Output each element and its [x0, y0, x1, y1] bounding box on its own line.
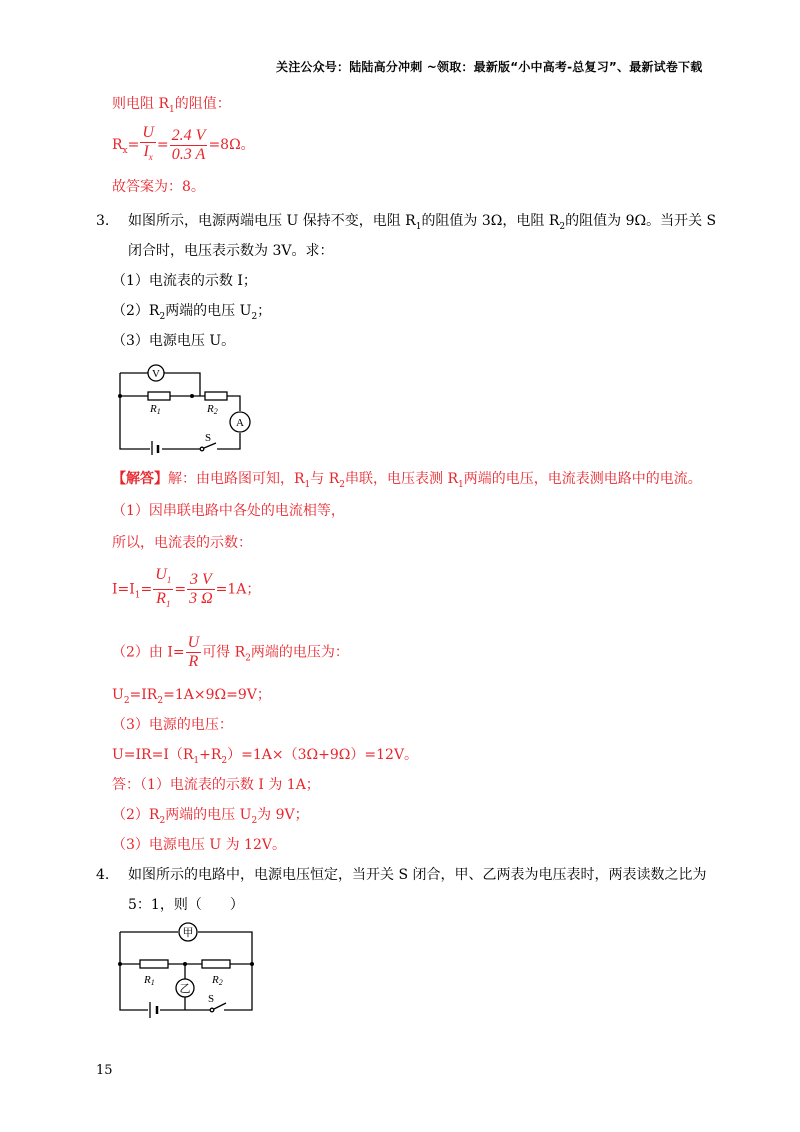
sol3-current-formula: $I=I_1=$ $\frac{U_1}{R_1}$ = $\frac{3 V}{3 \Omega}$ =1A；: [112, 566, 260, 613]
junction-dot: [190, 394, 194, 398]
q3-line1: 如图所示，电源两端电压 U 保持不变，电阻 $R_1$的阻值为 3Ω，电阻 $R_2$的阻值为 9Ω。当开关 S: [128, 213, 717, 232]
prev-answer: 故答案为：8。: [112, 179, 205, 195]
sol3-line11: （3）电源电压 U 为 12V。: [112, 837, 286, 853]
q4-number: 4.: [96, 867, 110, 883]
svg-text:A: A: [236, 417, 244, 429]
resistor-r1-icon: [140, 960, 168, 968]
sol3-line5: （2）由 I= $\frac{U}{R}$ 可得 $R_2$两端的电压为：: [112, 634, 349, 670]
switch-label: S: [205, 432, 212, 444]
q3-number: 3.: [96, 213, 110, 229]
sol3-line7: （3）电源的电压：: [112, 717, 233, 733]
switch-icon: [200, 443, 216, 451]
resistor-r1-icon: [148, 392, 170, 400]
fraction-u-ix: $\frac{U}{I_x}$: [142, 124, 154, 163]
junction-dot: [118, 394, 122, 398]
r1-label: R1: [150, 403, 161, 416]
sol3-line1: 【解答】解：由电路图可知，$R_1$与 $R_2$串联，电压表测 $R_1$两端的电压，电流表测电路中的电流。: [112, 471, 702, 490]
svg-text:乙: 乙: [179, 983, 191, 995]
sol3-line3: 所以，电流表的示数：: [112, 535, 252, 551]
sol3-line9: 答：（1）电流表的示数 I 为 1A；: [112, 777, 320, 793]
q4-line1: 如图所示的电路中，电源电压恒定，当开关 S 闭合，甲、乙两表为电压表时，两表读数之比为: [128, 867, 707, 883]
sol3-line6: $U_2=IR_2=1A\times 9\Omega=9V$；: [112, 687, 271, 706]
svg-text:V: V: [152, 368, 160, 380]
q3-line2: 闭合时，电压表示数为 3V。求：: [128, 243, 334, 259]
q3-sub2: $(2)R_2$两端的电压 $U_2$；: [112, 303, 272, 322]
meter-jia-icon: [179, 923, 197, 941]
prev-rx-formula: $R_x=$ $\frac{U}{I_x}$ = $\frac{2.4 V}{0.3 A}$ =8Ω。: [112, 124, 255, 166]
r1-label: R1: [144, 974, 155, 987]
r2-label: R2: [207, 403, 218, 416]
sol3-line10: $(2)R_2$两端的电压 $U_2$为 9V；: [112, 807, 309, 826]
battery-icon: [152, 441, 158, 455]
q4-circuit-diagram: [112, 920, 262, 1020]
battery-icon: [150, 1002, 157, 1018]
q3-circuit-diagram: [112, 355, 272, 455]
fraction-u1-r1: $\frac{U_1}{R_1}$: [155, 566, 172, 610]
svg-text:甲: 甲: [182, 927, 194, 939]
q3-sub3: （3）电源电压 U。: [112, 333, 236, 349]
sol3-line8: $U=IR=I(R_1+R_2)=1A\times(3\Omega+9\Omega)=12V$。: [112, 747, 419, 766]
q4-line2: 5：1，则（ ）: [128, 897, 244, 913]
switch-label: S: [208, 993, 215, 1005]
voltmeter-icon: [148, 365, 164, 381]
page-number: 15: [96, 1063, 113, 1078]
r2-label: R2: [212, 974, 223, 987]
ammeter-icon: [230, 412, 250, 432]
junction-dot: [118, 962, 122, 966]
meter-yi-icon: [176, 979, 194, 997]
resistor-r2-icon: [202, 960, 230, 968]
junction-dot: [183, 962, 187, 966]
page-header: 关注公众号：陆陆高分冲刺 ~领取：最新版“小中高考-总复习”、最新试卷下载: [276, 60, 703, 74]
junction-dot: [250, 962, 254, 966]
q3-sub1: （1）电流表的示数 I；: [112, 273, 257, 289]
resistor-r2-icon: [205, 392, 227, 400]
sol3-line2: （1）因串联电路中各处的电流相等，: [112, 503, 345, 519]
fraction-3v-3ohm: $\frac{3 V}{3 \Omega}$: [189, 571, 213, 608]
fraction-u-r: $\frac{U}{R}$: [187, 634, 200, 670]
fraction-values: $\frac{2.4 V}{0.3 A}$: [171, 126, 206, 163]
prev-line-resistance: 则电阻 $R_1$的阻值：: [112, 96, 231, 115]
